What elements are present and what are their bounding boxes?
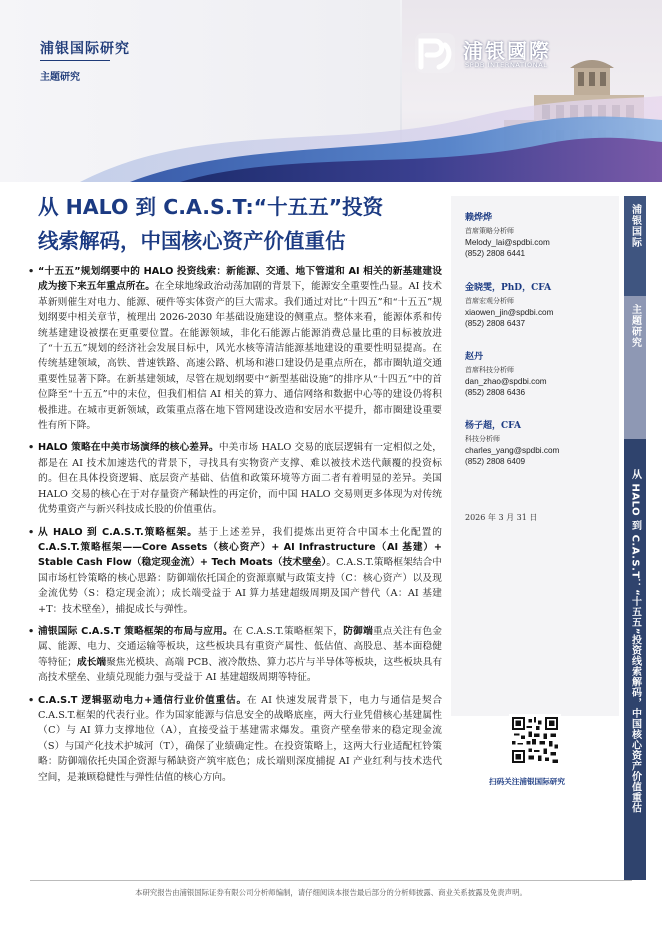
- tab-report-title: [624, 439, 646, 880]
- analyst-phone: (852) 2808 6409: [465, 457, 526, 466]
- analyst-role: 科技分析师: [465, 435, 500, 443]
- analyst-card: [465, 349, 615, 397]
- paragraph-text: 在全球地缘政治动荡加剧的背景下，能源安全重要性凸显。AI 技术革新则催生对电力、能源、硬件等实体资产的巨大需求。我们通过对比“十四五”和“十五五”规划纲要中相关章节，梳理出 2026-2030 年基础设施建设的侧重点。整体来看，能源体系和传统基建建设被摆在更重要位置。在能源领域，非化石能源占能源消费总量比重的目标被放进了“十五五”规划的经济社会发展目标中，风光水核等清洁能源基地建设的重要性明显提高。在传统基建领域，高铁、普速铁路、高速公路、机场和港口建设仍是重点所在，都市圈轨道交通重要性显著下降。在新基建领域，尽管在规划纲要中“新型基础设施”的排序从“十四五”中的首位降至“十五五”中的末位，但我们相信 AI 相关的算力、通信网络和数据中心等的建设仍将积极推进。在城市更新领域，政策重点落在地下管网建设改造和安居水平提升，都市圈建设重要性有所下降。: [38, 281, 442, 432]
- paragraph-emphasis: 防御端: [343, 625, 373, 637]
- tab-label: 浦银国际: [629, 204, 641, 248]
- paragraph-text: 在 AI 快速发展背景下，电力与通信是契合 C.A.S.T.框架的代表行业。作为国家能源与信息安全的战略底座，两大行业凭借核心基建属性（C）与 AI 算力支撑地位（A），直接受益于基建需求爆发。重资产壁垒带来的稳定现金流（S）与国产化技术护城河（T），确保了业绩确定性。在投资策略上，这两大行业适配杠铃策略：防御端依托央国企资源与稀缺资产筑牢底色；成长端则深度捕捉 AI 产业红利与技术迭代空间，是兼顾稳健性与弹性估值的核心方向。: [38, 694, 443, 783]
- tab-label: 主题研究: [629, 304, 641, 348]
- brand-name: 浦银國際: [463, 39, 551, 63]
- paragraph-text: 聚焦光模块、高端 PCB、液冷散热、算力芯片与半导体等板块，这些板块具有高技术壁垒、业绩兑现能力强与受益于 AI 基建超级周期等特征。: [38, 656, 443, 684]
- tab-institution: [624, 196, 646, 296]
- header-divider: [40, 60, 110, 61]
- paragraph-text: 重点关注有色金属、能源、电力、交通运输等板块，这些板块具有重资产属性、低估值、高股息、基本面稳健等特征；: [38, 625, 442, 668]
- paragraph-halo-differences: [30, 440, 442, 517]
- analyst-phone: (852) 2808 6437: [465, 319, 526, 328]
- analyst-role: 首席宏观分析师: [465, 297, 514, 305]
- qr-code-icon: [512, 717, 558, 763]
- paragraph-lead: C.A.S.T 逻辑驱动电力+通信行业价值重估。: [38, 694, 247, 706]
- title-line-1: 从 HALO 到 C.A.S.T:“十五五”投资: [38, 195, 384, 219]
- analyst-card: [465, 280, 615, 328]
- paragraph-cast-framework: [30, 525, 442, 617]
- tab-report-type: [624, 296, 646, 439]
- paragraph-text: 在 C.A.S.T.策略框架下，: [232, 625, 344, 637]
- paragraph-lead: 浦银国际 C.A.S.T 策略框架的布局与应用。: [38, 625, 233, 637]
- analyst-name: 金晓雯，PhD，CFA: [465, 283, 552, 293]
- tab-label: 从 HALO 到 C.A.S.T：“十五五”投资线索解码，中国核心资产价值重估: [629, 469, 641, 814]
- analyst-card: [465, 210, 615, 258]
- paragraph-halo-clues: [30, 264, 442, 433]
- analyst-email[interactable]: charles_yang@spdbi.com: [465, 446, 560, 455]
- paragraph-lead: HALO 策略在中美市场演绎的核心差异。: [38, 442, 219, 454]
- paragraph-cast-application: [30, 624, 442, 686]
- analyst-sidebar: [451, 196, 619, 786]
- qr-caption: 扫码关注浦银国际研究: [489, 777, 565, 786]
- report-date: 2026 年 3 月 31 日: [465, 513, 538, 522]
- analyst-name: 赖烨烨: [465, 213, 493, 223]
- spdb-logo-icon: [415, 33, 455, 73]
- paragraph-emphasis: 成长端: [76, 656, 107, 668]
- analyst-role: 首席策略分析师: [465, 227, 514, 235]
- analyst-card: [465, 418, 615, 466]
- analyst-phone: (852) 2808 6436: [465, 388, 526, 397]
- brand-subtitle: SPDB INTERNATIONAL: [465, 61, 548, 69]
- paragraph-text: 。C.A.S.T.策略框架结合中国市场杠铃策略的核心思路：防御端依托国企的资源禀赋与政策支持（C：核心资产）以及现金流优势（S：稳定现金流）；成长端受益于 AI 算力基建超级周期及国产替代（A：AI 基建 +T：技术壁垒），捕捉成长与弹性。: [38, 557, 442, 615]
- analyst-email[interactable]: dan_zhao@spdbi.com: [465, 377, 547, 386]
- header-banner: [0, 0, 662, 182]
- paragraph-lead: 从 HALO 到 C.A.S.T.策略框架。: [38, 526, 198, 538]
- analyst-name: 赵丹: [465, 352, 484, 362]
- brand-logo: [415, 33, 565, 77]
- analyst-phone: (852) 2808 6441: [465, 249, 526, 258]
- paragraph-text: 中美市场 HALO 交易的底层逻辑有一定相似之处，都是在 AI 技术加速迭代的背景下，寻找具有实物资产支撑、难以被技术迭代颠覆的投资标的。但在具体投资逻辑、底层资产基础、估值和政策环境等方面二者有着明显的差异。美国 HALO 交易的核心在于对存量资产稀缺性的再定价，而中国 HALO 交易则更多体现为对传统优势重资产与新兴科技成长股的价值重估。: [38, 442, 442, 516]
- analyst-email[interactable]: xiaowen_jin@spdbi.com: [465, 308, 554, 317]
- wave-graphic: [0, 0, 662, 182]
- report-type: 主题研究: [40, 72, 80, 83]
- report-title: [38, 190, 438, 258]
- analyst-name: 杨子超，CFA: [465, 421, 522, 431]
- qr-code[interactable]: [509, 714, 561, 766]
- analyst-role: 首席科技分析师: [465, 366, 514, 374]
- paragraph-text: 基于上述差异，我们提炼出更符合中国本土化配置的: [197, 526, 442, 538]
- paragraph-power-telecom: [30, 693, 442, 785]
- footer-divider: [30, 880, 632, 881]
- analyst-email[interactable]: Melody_lai@spdbi.com: [465, 238, 550, 247]
- paragraph-lead: “十五五”规划纲要中的 HALO 投资线索：新能源、交通、地下管道和 AI 相关的新基建建设成为接下来五年重点所在。: [38, 266, 442, 293]
- report-body: [30, 264, 442, 792]
- footer-disclaimer: 本研究报告由浦银国际证券有限公司分析师编制，请仔细阅读本报告最后部分的分析师披露、商业关系披露及免责声明。: [135, 888, 527, 897]
- title-line-2: 线索解码，中国核心资产价值重估: [38, 229, 346, 253]
- paragraph-emphasis: C.A.S.T.策略框架——Core Assets（核心资产）+ AI Infrastructure（AI 基建）+ Stable Cash Flow（稳定现金流）+ Tech Moats（技术壁垒）: [38, 541, 442, 569]
- institution-name: 浦银国际研究: [40, 41, 130, 57]
